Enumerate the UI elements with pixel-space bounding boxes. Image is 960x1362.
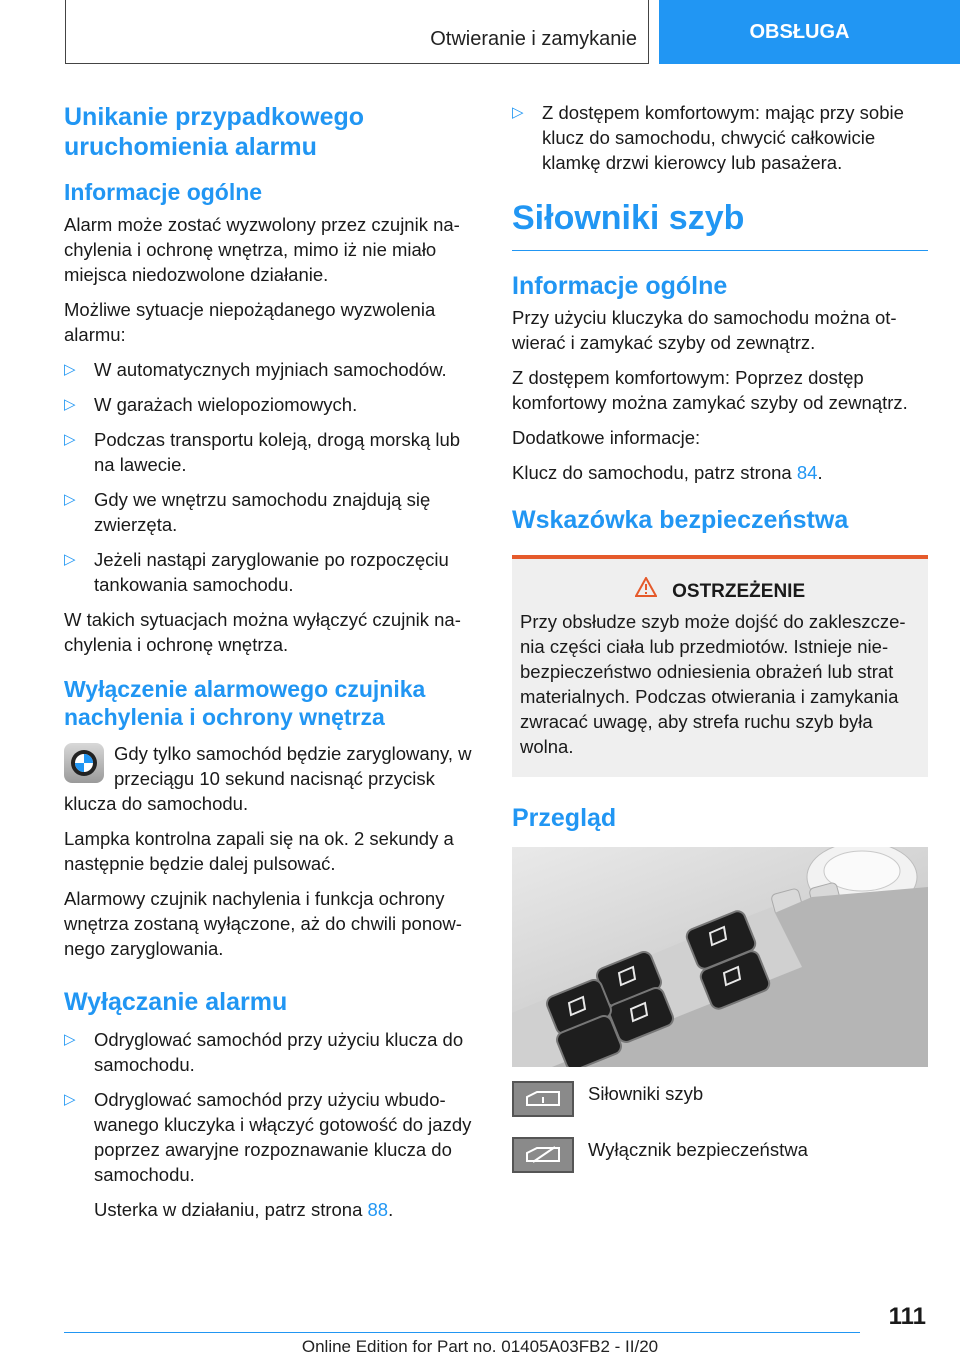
legend-text: Siłowniki szyb	[588, 1083, 704, 1104]
period: .	[388, 1199, 394, 1220]
heading-general-info: Informacje ogólne	[64, 179, 263, 205]
situations-list	[64, 357, 482, 597]
list-item: ▷ Podczas transportu koleją, drogą morską lub na lawecie.	[64, 427, 482, 477]
period: .	[817, 462, 823, 483]
bmw-key-icon	[64, 743, 104, 783]
header-chapter-tab[interactable]: OBSŁUGA	[659, 0, 960, 64]
fault-text: Usterka w działaniu, patrz strona	[94, 1199, 368, 1220]
footer	[0, 1337, 960, 1357]
paragraph: Możliwe sytuacje niepożądanego wyzwolenia alarmu:	[64, 299, 436, 345]
footer-divider	[64, 1332, 860, 1333]
paragraph: Z dostępem komfortowym: Poprzez dostęp komfortowy można zamykać szyby od zewnątrz.	[512, 367, 908, 413]
edition-text: Online Edition for Part no. 01405A03FB2 - II/20	[301, 1337, 659, 1356]
window-lifter-icon	[512, 1081, 574, 1117]
page-number: 111	[888, 1303, 926, 1330]
heading-window-lifters: Siłowniki szyb	[512, 199, 928, 251]
warning-box	[512, 555, 928, 777]
paragraph: W takich sytuacjach można wyłączyć czujnik na-chylenia i ochronę wnętrza.	[64, 609, 461, 655]
paragraph: Alarm może zostać wyzwolony przez czujnik na-chylenia i ochronę wnętrza, mimo iż nie miało miejsca niedozwolone działanie.	[64, 214, 460, 285]
window-switch-photo	[512, 847, 928, 1067]
left-column	[64, 100, 482, 1232]
paragraph-key-press	[64, 741, 482, 816]
heading-overview: Przegląd	[512, 804, 617, 832]
list-item: ▷ W automatycznych myjniach samochodów.	[64, 357, 482, 382]
fault-reference	[94, 1197, 482, 1222]
warning-text: Przy obsłudze szyb może dojść do zakleszcze-nia części ciała lub przedmiotów. Istnieje nie-bezpieczeństwo odniesienia obrażeń lub strat materialnych. Podczas otwierania i zamykania zwracać uwagę, aby strefa ruchu szyb była wolna.	[520, 611, 906, 757]
list-item: ▷ Z dostępem komfortowym: mając przy sobie klucz do samochodu, chwycić całkowicie klamkę drzwi kierowcy lub pasażera.	[512, 100, 928, 175]
page-link-88[interactable]: 88	[367, 1199, 389, 1220]
paragraph-key-ref	[512, 460, 928, 485]
paragraph: Alarmowy czujnik nachylenia i funkcja ochrony wnętrza zostaną wyłączone, aż do chwili ponow-nego zaryglowania.	[64, 888, 462, 959]
paragraph: Przy użyciu kluczyka do samochodu można ot-wierać i zamykać szyby od zewnątrz.	[512, 307, 897, 353]
legend-item-safety-switch	[512, 1137, 928, 1173]
warning-triangle-icon	[635, 581, 662, 602]
list-item: ▷ Odryglować samochód przy użyciu klucza do samochodu.	[64, 1027, 482, 1077]
heading-safety: Wskazówka bezpieczeństwa	[512, 506, 849, 534]
legend-text: Wyłącznik bezpieczeństwa	[588, 1139, 808, 1160]
legend-item-window-lifters	[512, 1081, 928, 1117]
right-column	[512, 100, 928, 1193]
warning-title: OSTRZEŻENIE	[672, 581, 806, 602]
heading-general-info-right: Informacje ogólne	[512, 272, 728, 300]
list-item: ▷ W garażach wielopoziomowych.	[64, 392, 482, 417]
list-item: ▷ Gdy we wnętrzu samochodu znajdują się zwierzęta.	[64, 487, 482, 537]
disable-alarm-list	[64, 1027, 482, 1222]
key-ref-text: Klucz do samochodu, patrz strona	[512, 462, 797, 483]
heading-disable-alarm: Wyłączanie alarmu	[64, 988, 288, 1016]
header-section-title: Otwieranie i zamykanie	[430, 28, 637, 50]
safety-switch-icon	[512, 1137, 574, 1173]
list-item-text: Odryglować samochód przy użyciu wbudo-wanego kluczyka i włączyć gotowość do jazdy poprzez awaryjne rozpoznawanie klucza do samochodu.	[94, 1089, 472, 1185]
heading-disable-sensor: Wyłączenie alarmowego czujnika nachylenia i ochrony wnętrza	[64, 676, 426, 730]
page-link-84[interactable]: 84	[796, 462, 818, 483]
list-item	[64, 1087, 482, 1222]
paragraph: Lampka kontrolna zapali się na ok. 2 sekundy a następnie będzie dalej pulsować.	[64, 828, 454, 874]
paragraph: Dodatkowe informacje:	[512, 427, 701, 448]
key-press-text: Gdy tylko samochód będzie zaryglowany, w przeciągu 10 sekund nacisnąć przycisk klucza do samochodu.	[64, 743, 472, 814]
heading-avoid-alarm: Unikanie przypadkowego uruchomienia alarmu	[64, 103, 365, 161]
warning-title-row	[520, 577, 920, 603]
comfort-access-list	[512, 100, 928, 175]
list-item: ▷ Jeżeli nastąpi zaryglowanie po rozpoczęciu tankowania samochodu.	[64, 547, 482, 597]
